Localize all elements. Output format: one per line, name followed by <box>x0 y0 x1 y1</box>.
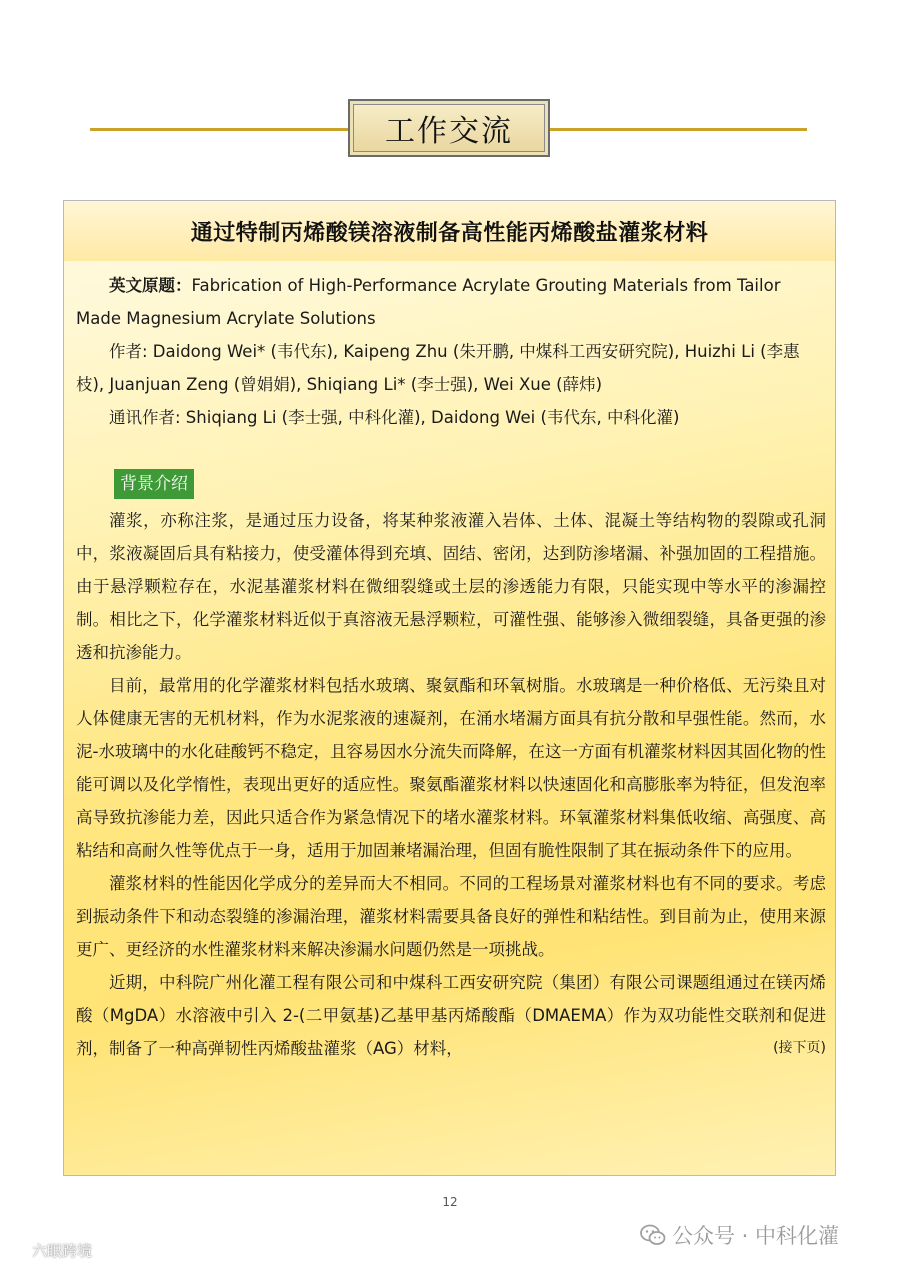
page-number: 12 <box>442 1195 458 1209</box>
english-title-label: 英文原题： <box>109 276 192 295</box>
watermark <box>8 1240 92 1261</box>
article-body <box>76 504 826 1065</box>
wechat-icon <box>640 1224 666 1246</box>
article-panel <box>63 200 836 1176</box>
article-meta <box>76 269 826 434</box>
paragraph <box>76 966 826 1065</box>
article-title: 通过特制丙烯酸镁溶液制备高性能丙烯酸盐灌浆材料 <box>190 220 709 246</box>
paragraph: 灌浆，亦称注浆，是通过压力设备，将某种浆液灌入岩体、土体、混凝土等结构物的裂隙或孔洞中，浆液凝固后具有粘接力，使受灌体得到充填、固结、密闭，达到防渗堵漏、补强加固的工程措施。由于悬浮颗粒存在，水泥基灌浆材料在微细裂缝或土层的渗透能力有限，只能实现中等水平的渗漏控制。相比之下，化学灌浆材料近似于真溶液无悬浮颗粒，可灌性强、能够渗入微细裂缝，具备更强的渗透和抗渗能力。 <box>76 511 826 662</box>
wechat-account <box>640 1220 839 1250</box>
section-label: 工作交流 <box>353 104 545 152</box>
paragraph-text: 近期，中科院广州化灌工程有限公司和中煤科工西安研究院（集团）有限公司课题组通过在镁丙烯酸（MgDA）水溶液中引入 2-(二甲氨基)乙基甲基丙烯酸酯（DMAEMA）作为双功能性交联剂和促进剂，制备了一种高弹韧性丙烯酸盐灌浆（AG）材料， <box>76 973 826 1058</box>
watermark-text: 六眼跨境 <box>32 1242 93 1260</box>
header-rule-left <box>90 128 348 131</box>
english-title-line <box>76 269 826 335</box>
authors: 作者: Daidong Wei* (韦代东), Kaipeng Zhu (朱开鹏, 中煤科工西安研究院), Huizhi Li (李惠枝), Juanjuan Zeng (曾娟娟), Shiqiang Li* (李士强), Wei Xue (薛炜) <box>76 342 800 394</box>
section-badge: 背景介绍 <box>114 469 194 499</box>
wechat-account-label: 公众号 · 中科化灌 <box>672 1224 840 1248</box>
corresponding-authors: 通讯作者: Shiqiang Li (李士强, 中科化灌), Daidong Wei (韦代东, 中科化灌) <box>109 408 680 427</box>
paragraph: 灌浆材料的性能因化学成分的差异而大不相同。不同的工程场景对灌浆材料也有不同的要求。考虑到振动条件下和动态裂缝的渗漏治理，灌浆材料需要具备良好的弹性和粘结性。到目前为止，使用来源更广、更经济的水性灌浆材料来解决渗漏水问题仍然是一项挑战。 <box>76 874 826 959</box>
section-tab <box>348 99 550 157</box>
watermark-logo-icon <box>8 1243 28 1259</box>
header-rule-right <box>550 128 807 131</box>
continued-note: (接下页) <box>773 1040 826 1056</box>
paragraph: 目前，最常用的化学灌浆材料包括水玻璃、聚氨酯和环氧树脂。水玻璃是一种价格低、无污染且对人体健康无害的无机材料，作为水泥浆液的速凝剂，在涌水堵漏方面具有抗分散和早强性能。然而，水泥-水玻璃中的水化硅酸钙不稳定，且容易因水分流失而降解，在这一方面有机灌浆材料因其固化物的性能可调以及化学惰性，表现出更好的适应性。聚氨酯灌浆材料以快速固化和高膨胀率为特征，但发泡率高导致抗渗能力差，因此只适合作为紧急情况下的堵水灌浆材料。环氧灌浆材料集低收缩、高强度、高粘结和高耐久性等优点于一身，适用于加固兼堵漏治理，但固有脆性限制了其在振动条件下的应用。 <box>76 676 826 860</box>
english-title: Fabrication of High-Performance Acrylate Grouting Materials from Tailor Made Magnesium Acrylate Solutions <box>76 276 781 328</box>
title-band <box>64 201 835 261</box>
